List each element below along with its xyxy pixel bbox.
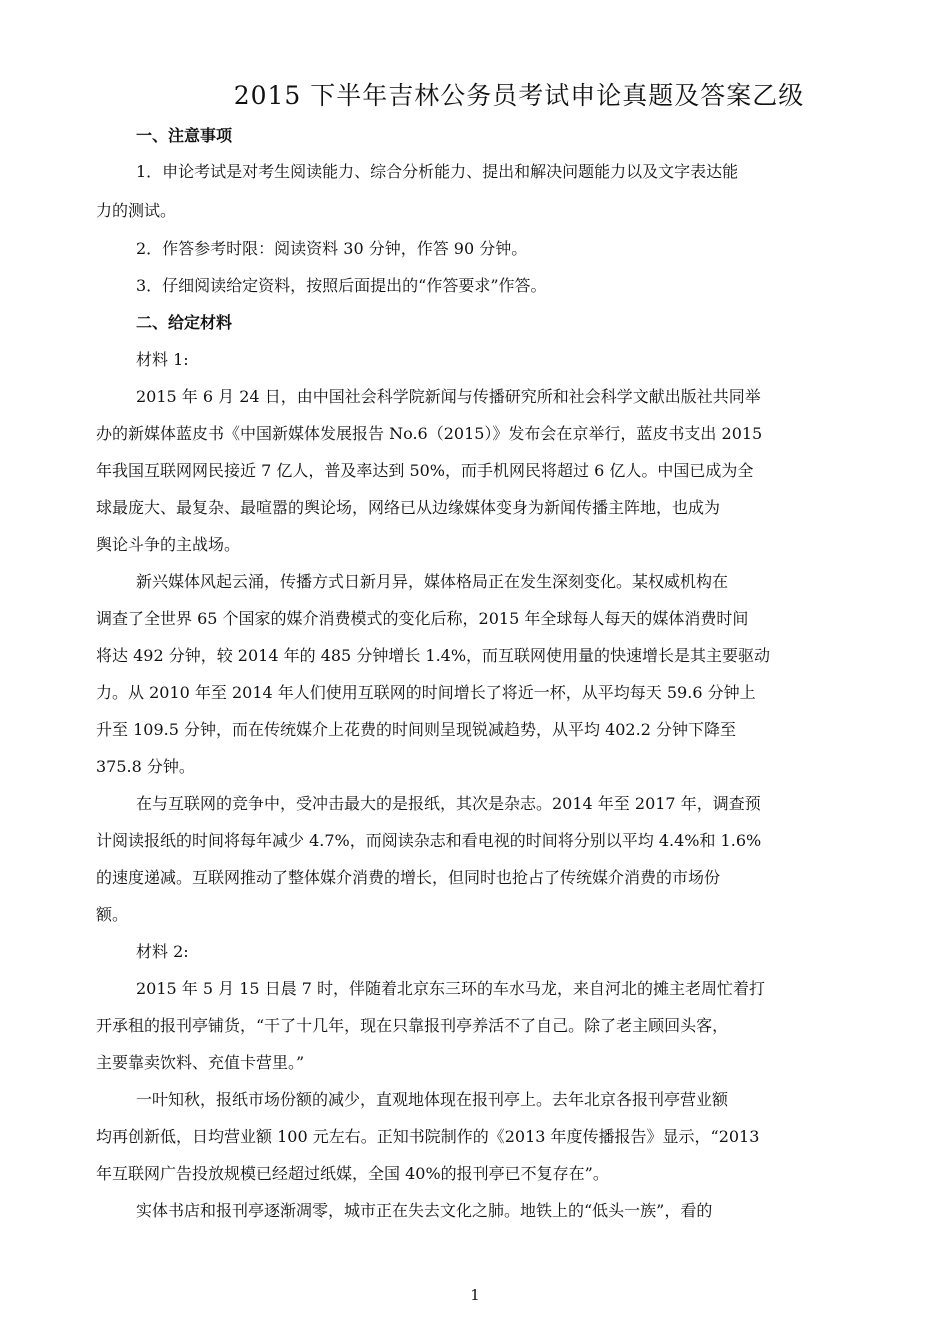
material-label: 材料 2:	[136, 942, 189, 961]
section-heading-materials: 二、给定材料	[136, 313, 233, 332]
paragraph-line: 375.8 分钟。	[96, 757, 195, 776]
paragraph-line: 球最庞大、最复杂、最喧嚣的舆论场，网络已从边缘媒体变身为新闻传播主阵地，也成为	[96, 498, 721, 517]
paragraph-line: 主要靠卖饮料、充值卡营里。”	[96, 1053, 305, 1072]
paragraph-line: 均再创新低，日均营业额 100 元左右。正知书院制作的《2013 年度传播报告》显示，“2013	[96, 1127, 760, 1146]
paragraph-line: 一叶知秋，报纸市场份额的减少，直观地体现在报刊亭上。去年北京各报刊亭营业额	[136, 1090, 729, 1109]
document-title: 2015 下半年吉林公务员考试申论真题及答案乙级	[233, 81, 805, 110]
notes-line: 3．仔细阅读给定资料，按照后面提出的“作答要求”作答。	[136, 276, 547, 295]
paragraph-line: 计阅读报纸的时间将每年减少 4.7%，而阅读杂志和看电视的时间将分别以平均 4.4%和 1.6%	[96, 831, 762, 850]
paragraph-line: 额。	[96, 905, 129, 924]
paragraph-line: 2015 年 5 月 15 日晨 7 时，伴随着北京东三环的车水马龙，来自河北的摊主老周忙着打	[136, 979, 766, 998]
notes-line: 2．作答参考时限：阅读资料 30 分钟，作答 90 分钟。	[136, 239, 528, 258]
paragraph-line: 开承租的报刊亭铺货，“干了十几年，现在只靠报刊亭养活不了自己。除了老主顾回头客，	[96, 1016, 729, 1035]
paragraph-line: 新兴媒体风起云涌，传播方式日新月异，媒体格局正在发生深刻变化。某权威机构在	[136, 572, 729, 591]
paragraph-line: 年我国互联网网民接近 7 亿人，普及率达到 50%，而手机网民将超过 6 亿人。中国已成为全	[96, 461, 754, 480]
paragraph-line: 的速度递减。互联网推动了整体媒介消费的增长，但同时也抢占了传统媒介消费的市场份	[96, 868, 721, 887]
paragraph-line: 将达 492 分钟，较 2014 年的 485 分钟增长 1.4%，而互联网使用量的快速增长是其主要驱动	[96, 646, 771, 665]
paragraph-line: 年互联网广告投放规模已经超过纸媒，全国 40%的报刊亭已不复存在”。	[96, 1164, 609, 1183]
paragraph-line: 实体书店和报刊亭逐渐凋零，城市正在失去文化之肺。地铁上的“低头一族”，看的	[136, 1201, 713, 1220]
paragraph-line: 在与互联网的竞争中，受冲击最大的是报纸，其次是杂志。2014 年至 2017 年，调查预	[136, 794, 761, 813]
paragraph-line: 力。从 2010 年至 2014 年人们使用互联网的时间增长了将近一杯，从平均每天 59.6 分钟上	[96, 683, 756, 702]
paragraph-line: 办的新媒体蓝皮书《中国新媒体发展报告 No.6（2015）》发布会在京举行，蓝皮书支出 2015	[96, 424, 763, 443]
notes-line: 力的测试。	[96, 201, 177, 220]
section-heading-notes: 一、注意事项	[136, 126, 233, 145]
paragraph-line: 升至 109.5 分钟，而在传统媒介上花费的时间则呈现锐减趋势，从平均 402.2 分钟下降至	[96, 720, 736, 739]
paragraph-line: 调查了全世界 65 个国家的媒介消费模式的变化后称，2015 年全球每人每天的媒体消费时间	[96, 609, 749, 628]
page-number: 1	[470, 1286, 480, 1304]
notes-line: 1．申论考试是对考生阅读能力、综合分析能力、提出和解决问题能力以及文字表达能	[136, 162, 739, 181]
material-label: 材料 1:	[136, 350, 189, 369]
paragraph-line: 2015 年 6 月 24 日，由中国社会科学院新闻与传播研究所和社会科学文献出版社共同举	[136, 387, 761, 406]
paragraph-line: 舆论斗争的主战场。	[96, 535, 241, 554]
